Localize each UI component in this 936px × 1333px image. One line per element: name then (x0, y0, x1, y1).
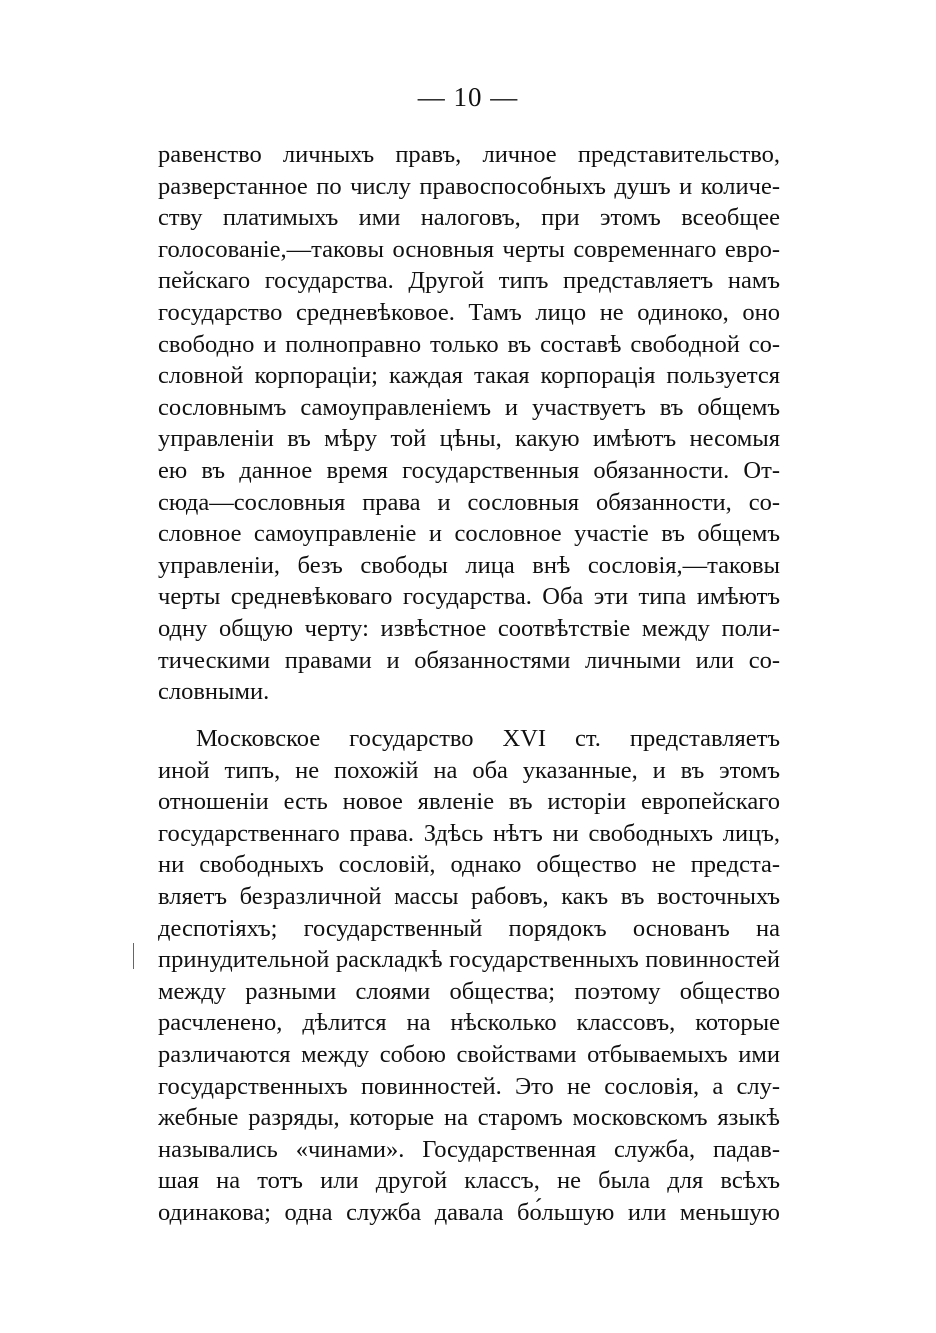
text-line: шая на тотъ или другой классъ, не была для всѣхъ (158, 1167, 780, 1195)
text-line: Московское государство XVI ст. представляетъ (196, 725, 780, 752)
text-line: сюда—сословныя права и сословныя обязанности, со- (158, 488, 780, 516)
text-line: черты средневѣковаго государства. Оба эти типа имѣютъ (158, 583, 780, 611)
text-line: пейскаго государства. Другой типъ представляетъ намъ (158, 267, 780, 295)
text-line: государственнаго права. Здѣсь нѣтъ ни свободныхъ лицъ, (158, 819, 780, 847)
paragraph-1 (158, 139, 780, 708)
text-line: государство средневѣковое. Тамъ лицо не одиноко, оно (158, 298, 780, 326)
text-line: одну общую черту: извѣстное соотвѣтствіе между поли- (158, 614, 780, 642)
text-line: назывались «чинами». Государственная служба, падав- (158, 1135, 780, 1163)
text-line: словной корпораціи; каждая такая корпорація пользуется (158, 362, 780, 390)
text-line: вляетъ безразличной массы рабовъ, какъ въ восточныхъ (158, 882, 780, 910)
text-line: ству платимыхъ ими налоговъ, при этомъ всеобщее (158, 204, 780, 232)
text-line: расчленено, дѣлится на нѣсколько классовъ, которые (158, 1009, 780, 1037)
text-line: свободно и полноправно только въ составѣ свободной со- (158, 330, 780, 358)
text-line: принудительной раскладкѣ государственныхъ повинностей (158, 946, 780, 974)
paragraph-2 (158, 723, 780, 1229)
text-line: голосованіе,—таковы основныя черты современнаго евро- (158, 235, 780, 263)
text-line: управленіи въ мѣру той цѣны, какую имѣютъ несомыя (158, 425, 780, 453)
text-line: разверстанное по числу правоспособныхъ душъ и количе- (158, 172, 780, 200)
text-line: отношеніи есть новое явленіе въ исторіи европейскаго (158, 788, 780, 816)
text-line: управленіи, безъ свободы лица внѣ сословія,—таковы (158, 551, 780, 579)
text-line: иной типъ, не похожій на оба указанные, и въ этомъ (158, 756, 780, 784)
text-line: одинакова; одна служба давала бо́льшую или меньшую (158, 1198, 780, 1226)
text-line: различаются между собою свойствами отбываемыхъ ими (158, 1040, 780, 1068)
text-line: ею въ данное время государственныя обязанности. От- (158, 456, 780, 484)
text-line: деспотіяхъ; государственный порядокъ основанъ на (158, 914, 780, 942)
text-line: словными. (158, 678, 270, 706)
text-line: государственныхъ повинностей. Это не сословія, а слу- (158, 1072, 780, 1100)
page-number: — 10 — (417, 82, 519, 112)
text-line: словное самоуправленіе и сословное участіе въ общемъ (158, 520, 780, 548)
text-line: жебные разряды, которые на старомъ московскомъ языкѣ (158, 1104, 780, 1132)
text-line: равенство личныхъ правъ, личное представительство, (158, 141, 780, 168)
text-line: тическими правами и обязанностями личными или со- (158, 646, 780, 674)
text-line: сословнымъ самоуправленіемъ и участвуетъ въ общемъ (158, 393, 780, 421)
margin-scan-mark (133, 943, 134, 969)
text-line: ни свободныхъ сословій, однако общество не предста- (158, 851, 780, 879)
text-line: между разными слоями общества; поэтому общество (158, 977, 780, 1005)
